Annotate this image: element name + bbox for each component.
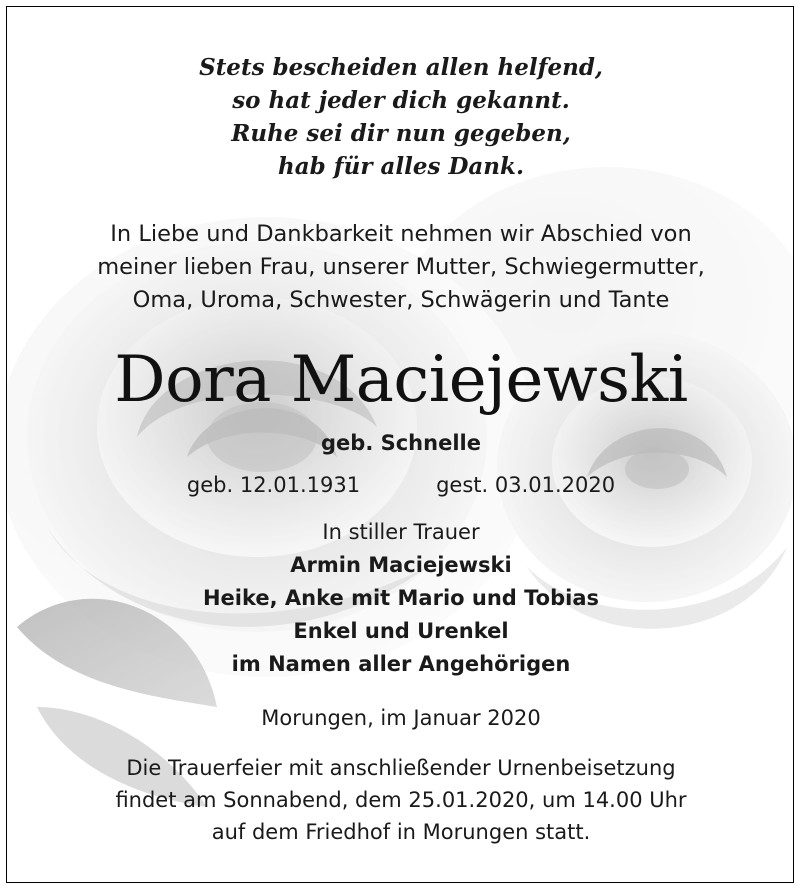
intro-line: Oma, Uroma, Schwester, Schwägerin und Tante: [132, 287, 670, 313]
intro-line: In Liebe und Dankbarkeit nehmen wir Abschied von: [110, 221, 692, 247]
mourner-entry: Enkel und Urenkel: [293, 619, 509, 643]
obituary-text: [7, 7, 794, 848]
mourner-entry: Armin Maciejewski: [290, 553, 512, 577]
place-date: Morungen, im Januar 2020: [261, 706, 541, 730]
mourners-list: [7, 549, 794, 681]
farewell-intro: [7, 218, 794, 317]
obituary-frame: [6, 6, 794, 883]
funeral-notice: [7, 752, 794, 848]
poem-line: hab für alles Dank.: [278, 153, 524, 180]
birth-name: geb. Schnelle: [321, 431, 481, 455]
funeral-line: auf dem Friedhof in Morungen statt.: [211, 820, 591, 844]
memorial-poem: [7, 51, 794, 183]
mourner-entry: im Namen aller Angehörigen: [231, 652, 571, 676]
mourner-entry: Heike, Anke mit Mario und Tobias: [202, 586, 599, 610]
death-date: gest. 03.01.2020: [436, 473, 616, 497]
birth-date: geb. 12.01.1931: [186, 473, 361, 497]
poem-line: Ruhe sei dir nun gegeben,: [231, 120, 571, 147]
deceased-name: Dora Maciejewski: [114, 343, 688, 417]
poem-line: Stets bescheiden allen helfend,: [199, 54, 603, 81]
intro-line: meiner lieben Frau, unserer Mutter, Schwiegermutter,: [97, 254, 705, 280]
life-dates: [7, 470, 794, 500]
funeral-line: findet am Sonnabend, dem 25.01.2020, um 14.00 Uhr: [115, 788, 687, 812]
funeral-line: Die Trauerfeier mit anschließender Urnenbeisetzung: [126, 756, 676, 780]
mourning-heading: In stiller Trauer: [322, 520, 480, 544]
poem-line: so hat jeder dich gekannt.: [232, 87, 570, 114]
